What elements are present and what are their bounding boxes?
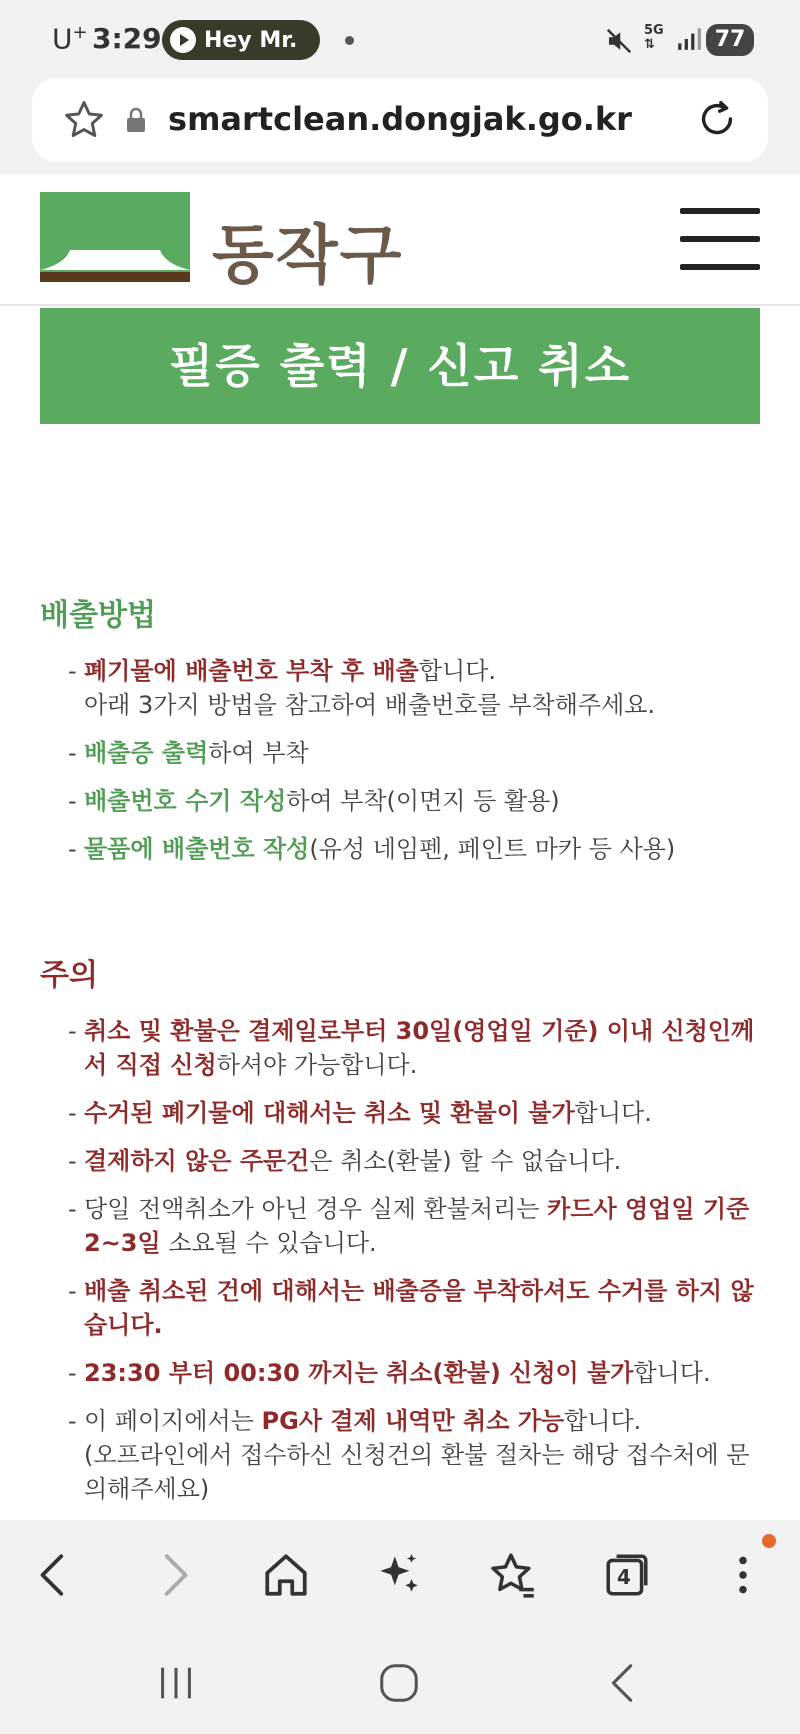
list-item: - 배출 취소된 건에 대해서는 배출증을 부착하셔도 수거를 하지 않습니다. bbox=[40, 1274, 760, 1342]
page-title-banner: 필증 출력 / 신고 취소 bbox=[40, 308, 760, 424]
update-badge bbox=[762, 1534, 776, 1548]
sparkle-icon[interactable] bbox=[374, 1550, 424, 1600]
home-nav-icon[interactable] bbox=[376, 1660, 422, 1706]
list-item: - 배출번호 수기 작성하여 부착(이면지 등 활용) bbox=[40, 784, 760, 818]
tabs-count: 4 bbox=[617, 1565, 631, 1589]
mute-icon bbox=[604, 26, 634, 56]
url-box[interactable] bbox=[32, 78, 768, 162]
battery-indicator: 77 bbox=[706, 24, 754, 56]
list-item: - 23:30 부터 00:30 까지는 취소(환불) 신청이 불가합니다. bbox=[40, 1356, 760, 1390]
list-item: - 물품에 배출번호 작성(유성 네임펜, 페인트 마카 등 사용) bbox=[40, 832, 760, 866]
tabs-icon[interactable] bbox=[602, 1550, 652, 1600]
list-item: - 결제하지 않은 주문건은 취소(환불) 할 수 없습니다. bbox=[40, 1144, 760, 1178]
list-item: - 폐기물에 배출번호 부착 후 배출합니다. 아래 3가지 방법을 참고하여 배출번호를 부착해주세요. bbox=[40, 654, 760, 722]
notification-dot bbox=[345, 36, 354, 45]
clock: 3:29 bbox=[92, 22, 162, 55]
back-icon[interactable] bbox=[30, 1550, 80, 1600]
forward-icon[interactable] bbox=[148, 1550, 198, 1600]
main-content bbox=[40, 590, 760, 1520]
list-item: - 이 페이지에서는 PG사 결제 내역만 취소 가능합니다. (오프라인에서 접수하신 신청건의 환불 절차는 해당 접수처에 문의해주세요) bbox=[40, 1404, 760, 1506]
play-icon bbox=[170, 27, 196, 53]
browser-address-bar bbox=[0, 78, 800, 174]
status-bar bbox=[0, 0, 800, 78]
method-section-title: 배출방법 bbox=[40, 598, 156, 633]
list-item: - 수거된 폐기물에 대해서는 취소 및 환불이 불가합니다. bbox=[40, 1096, 760, 1130]
method-list bbox=[40, 654, 760, 866]
reload-icon[interactable] bbox=[694, 96, 740, 142]
url-text[interactable]: smartclean.dongjak.go.kr bbox=[168, 100, 632, 138]
system-navigation-bar bbox=[0, 1628, 800, 1734]
dongjak-logo-icon[interactable] bbox=[40, 192, 190, 288]
star-icon[interactable] bbox=[62, 98, 106, 142]
list-item: - 취소 및 환불은 결제일로부터 30일(영업일 기준) 이내 신청인께서 직접 신청하셔야 가능합니다. bbox=[40, 1014, 760, 1082]
lock-icon bbox=[124, 106, 148, 134]
logo-text[interactable]: 동작구 bbox=[212, 219, 404, 293]
list-item: - 배출증 출력하여 부착 bbox=[40, 736, 760, 770]
caution-section-title: 주의 bbox=[40, 958, 98, 993]
recents-icon[interactable] bbox=[153, 1660, 199, 1706]
more-icon[interactable] bbox=[718, 1550, 768, 1600]
media-label: Hey Mr. bbox=[204, 27, 298, 53]
bookmarks-icon[interactable] bbox=[488, 1550, 538, 1600]
browser-toolbar bbox=[0, 1520, 800, 1628]
site-header bbox=[0, 174, 800, 306]
list-item: - 당일 전액취소가 아닌 경우 실제 환불처리는 카드사 영업일 기준 2~3일 소요될 수 있습니다. bbox=[40, 1192, 760, 1260]
back-nav-icon[interactable] bbox=[600, 1660, 646, 1706]
home-icon[interactable] bbox=[261, 1550, 311, 1600]
signal-icon bbox=[676, 26, 702, 52]
caution-list bbox=[40, 1014, 760, 1506]
carrier-label: U+ bbox=[52, 22, 88, 56]
network-icon: 5G ⇅ bbox=[644, 23, 664, 52]
media-notification-pill[interactable] bbox=[162, 20, 320, 60]
hamburger-menu-icon[interactable] bbox=[680, 208, 760, 272]
